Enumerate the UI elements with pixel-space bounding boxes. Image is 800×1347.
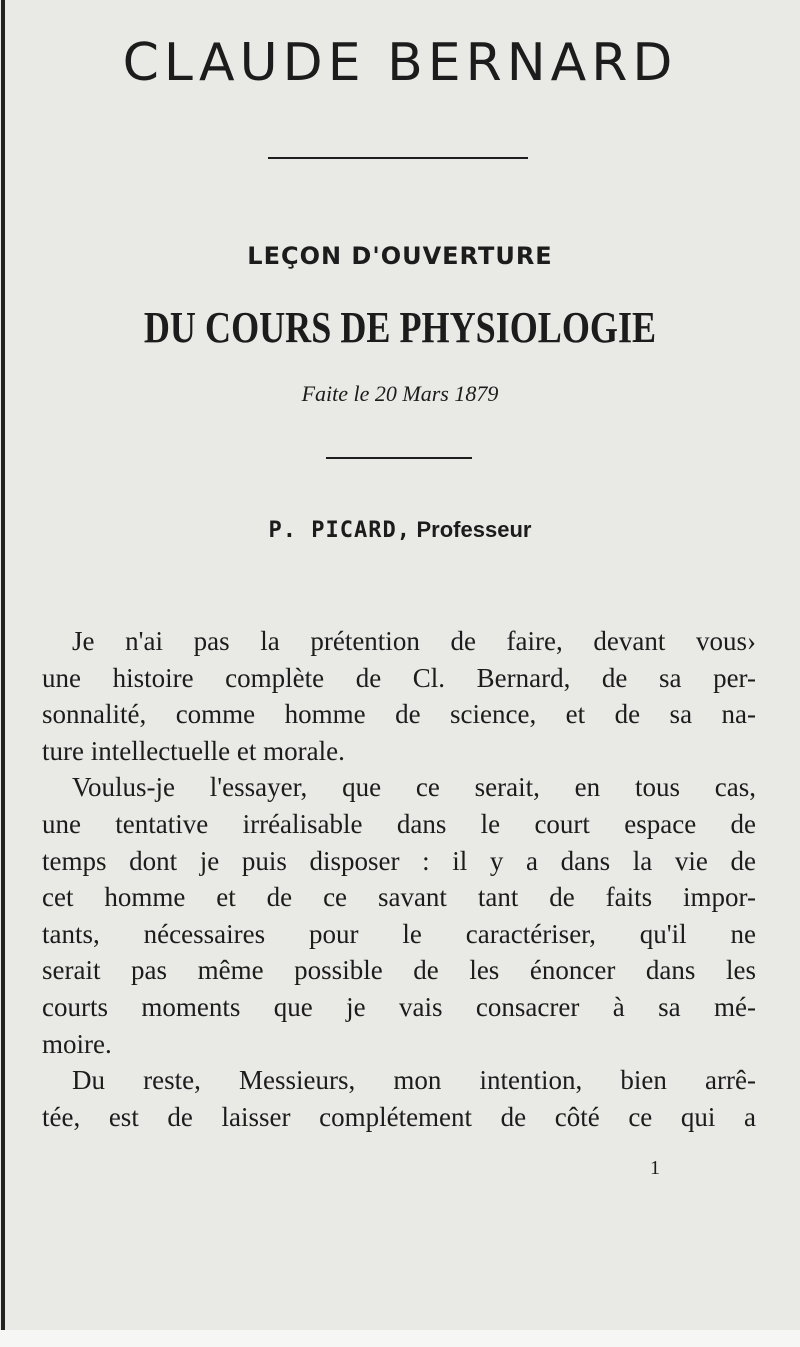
page-bottom-edge <box>0 1330 800 1347</box>
course-subtitle: DU COURS DE PHYSIOLOGIE <box>143 303 657 352</box>
date-line: Faite le 20 Mars 1879 <box>301 381 499 406</box>
body-line: courts moments que je vais consacrer à sa mé- <box>42 991 756 1022</box>
body-text <box>42 623 756 1135</box>
lecture-subtitle: LEÇON D'OUVERTURE <box>247 242 553 270</box>
body-line: temps dont je puis disposer : il y a dans la vie de <box>42 845 756 876</box>
author-name: P. PICARD, <box>268 518 411 543</box>
body-line: serait pas même possible de les énoncer dans les <box>42 955 756 986</box>
body-line: Voulus-je l'essayer, que ce serait, en tous cas, <box>72 772 756 803</box>
author-role: Professeur <box>416 517 532 542</box>
body-line: cet homme et de ce savant tant de faits impor- <box>42 882 756 913</box>
body-line: sonnalité, comme homme de science, et de sa na- <box>42 699 756 730</box>
body-line: Je n'ai pas la prétention de faire, devant vous› <box>72 626 756 656</box>
body-line: tée, est de laisser complétement de côté ce qui a <box>42 1101 756 1132</box>
author-line <box>0 514 800 547</box>
body-line: tants, nécessaires pour le caractériser, qu'il ne <box>42 918 756 949</box>
page-number: 1 <box>650 1157 660 1179</box>
body-line: moire. <box>42 1028 112 1059</box>
page-binding-edge <box>1 0 5 1347</box>
body-line: Du reste, Messieurs, mon intention, bien arrê- <box>72 1065 756 1096</box>
body-line: une tentative irréalisable dans le court espace de <box>42 808 756 839</box>
section-divider <box>326 457 472 459</box>
body-line: ture intellectuelle et morale. <box>42 735 345 766</box>
body-line: une histoire complète de Cl. Bernard, de sa per- <box>42 662 756 693</box>
main-title: CLAUDE BERNARD <box>122 33 678 93</box>
title-divider <box>268 157 528 159</box>
